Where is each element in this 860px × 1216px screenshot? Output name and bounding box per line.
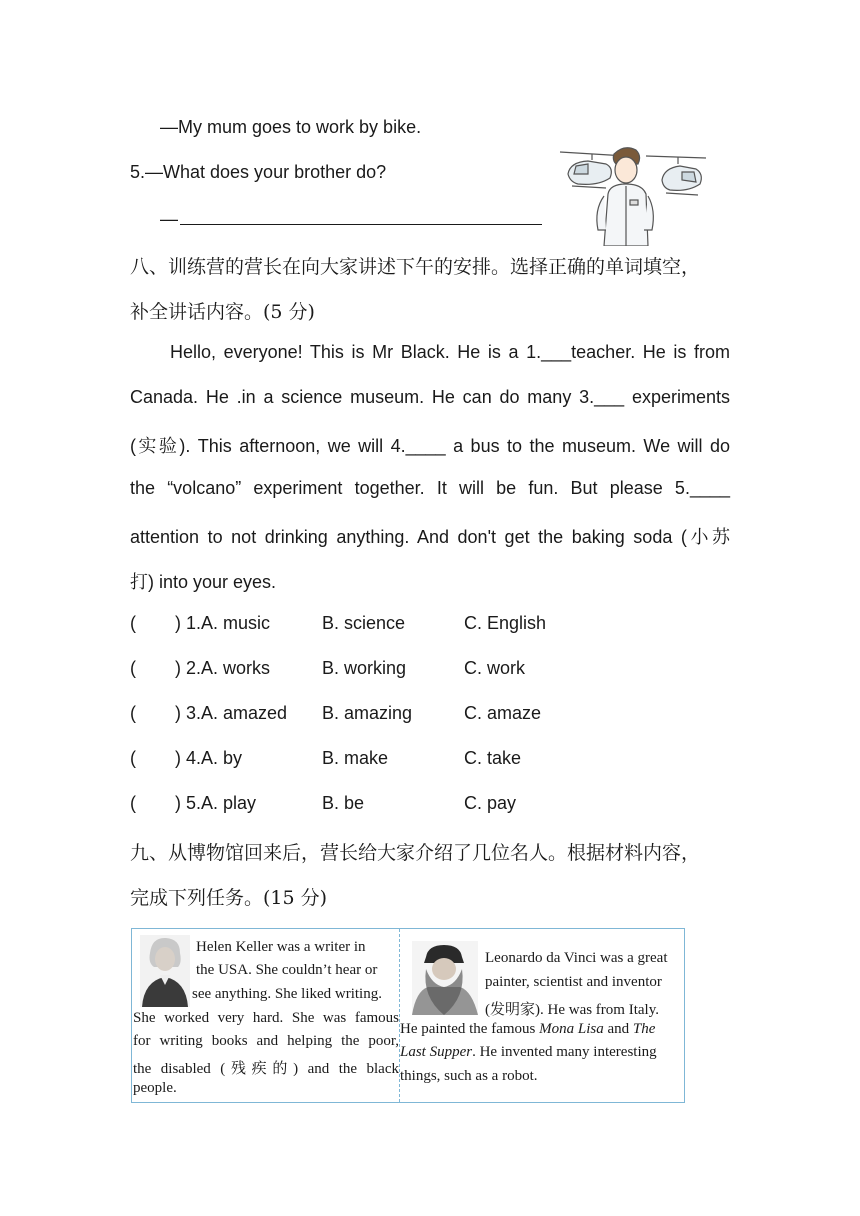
- reading-material-box: [131, 928, 685, 1103]
- passage-line-3: (实验). This afternoon, we will 4.____ a bus to the museum. We will do: [130, 436, 730, 456]
- davinci-line-6: things, such as a robot.: [400, 1068, 538, 1084]
- option-b: B. science: [322, 613, 406, 633]
- option-a: ) 3.A. amazed: [175, 703, 288, 723]
- davinci-line-3: (发明家). He was from Italy.: [485, 1002, 659, 1018]
- option-c: C. pay: [464, 793, 517, 813]
- q5-answer-blank[interactable]: [180, 208, 542, 225]
- passage-line-4: the “volcano” experiment together. It will be fun. But please 5.____: [130, 478, 730, 498]
- passage-line-1: Hello, everyone! This is Mr Black. He is a 1.___teacher. He is from: [170, 342, 730, 362]
- helen-keller-portrait: [140, 935, 190, 1007]
- davinci-text: He painted the famous: [400, 1021, 540, 1037]
- answer-paren[interactable]: (: [130, 613, 136, 633]
- option-c: C. amaze: [464, 703, 542, 723]
- davinci-line-1: Leonardo da Vinci was a great: [485, 950, 668, 966]
- option-a: ) 5.A. play: [175, 793, 257, 813]
- option-c: C. English: [464, 613, 547, 633]
- davinci-line-4: [400, 1021, 655, 1038]
- keller-line-4: She worked very hard. She was famous: [133, 1010, 399, 1026]
- option-b: B. be: [322, 793, 365, 813]
- answer-paren[interactable]: (: [130, 748, 136, 768]
- option-c: C. work: [464, 658, 526, 678]
- option-a: ) 2.A. works: [175, 658, 271, 678]
- mona-lisa-title: Mona Lisa: [539, 1021, 604, 1037]
- section9-heading-line2: 完成下列任务。(15 分): [130, 887, 328, 909]
- davinci-text: and: [603, 1021, 633, 1037]
- davinci-text: . He invented many interesting: [472, 1044, 657, 1060]
- section8-heading-line2: 补全讲话内容。(5 分): [130, 301, 315, 323]
- keller-line-3: see anything. She liked writing.: [192, 986, 382, 1002]
- pilot-illustration: [558, 144, 708, 246]
- keller-line-6: the disabled (残疾的) and the black: [133, 1061, 399, 1077]
- passage-line-2: Canada. He .in a science museum. He can do many 3.___ experiments: [130, 387, 730, 407]
- keller-line-5: for writing books and helping the poor,: [133, 1033, 399, 1049]
- section8-heading-line1: 八、训练营的营长在向大家讲述下午的安排。选择正确的单词填空，: [130, 256, 701, 278]
- option-b: B. working: [322, 658, 407, 678]
- da-vinci-portrait: [412, 941, 478, 1015]
- answer-paren[interactable]: (: [130, 703, 136, 723]
- q5-question: 5.—What does your brother do?: [130, 162, 387, 182]
- option-a: ) 4.A. by: [175, 748, 243, 768]
- keller-line-2: the USA. She couldn’t hear or: [196, 962, 378, 978]
- q5-answer-line: [160, 208, 542, 230]
- passage-line-6: 打) into your eyes.: [130, 572, 277, 592]
- q4-answer: —My mum goes to work by bike.: [160, 117, 422, 137]
- passage-line-5: attention to not drinking anything. And don't get the baking soda (小苏: [130, 527, 730, 547]
- option-a: ) 1.A. music: [175, 613, 271, 633]
- answer-paren[interactable]: (: [130, 658, 136, 678]
- section9-heading-line1: 九、从博物馆回来后，营长给大家介绍了几位名人。根据材料内容，: [130, 842, 701, 864]
- option-c: C. take: [464, 748, 522, 768]
- davinci-line-2: painter, scientist and inventor: [485, 974, 662, 990]
- q5-answer-prefix: —: [160, 209, 178, 229]
- answer-paren[interactable]: (: [130, 793, 136, 813]
- keller-line-7: people.: [133, 1080, 177, 1096]
- option-b: B. make: [322, 748, 389, 768]
- davinci-line-5: [400, 1044, 657, 1061]
- keller-line-1: Helen Keller was a writer in: [196, 939, 366, 955]
- last-supper-title-part2: Last Supper: [400, 1044, 473, 1060]
- option-b: B. amazing: [322, 703, 413, 723]
- last-supper-title-part1: The: [632, 1021, 656, 1037]
